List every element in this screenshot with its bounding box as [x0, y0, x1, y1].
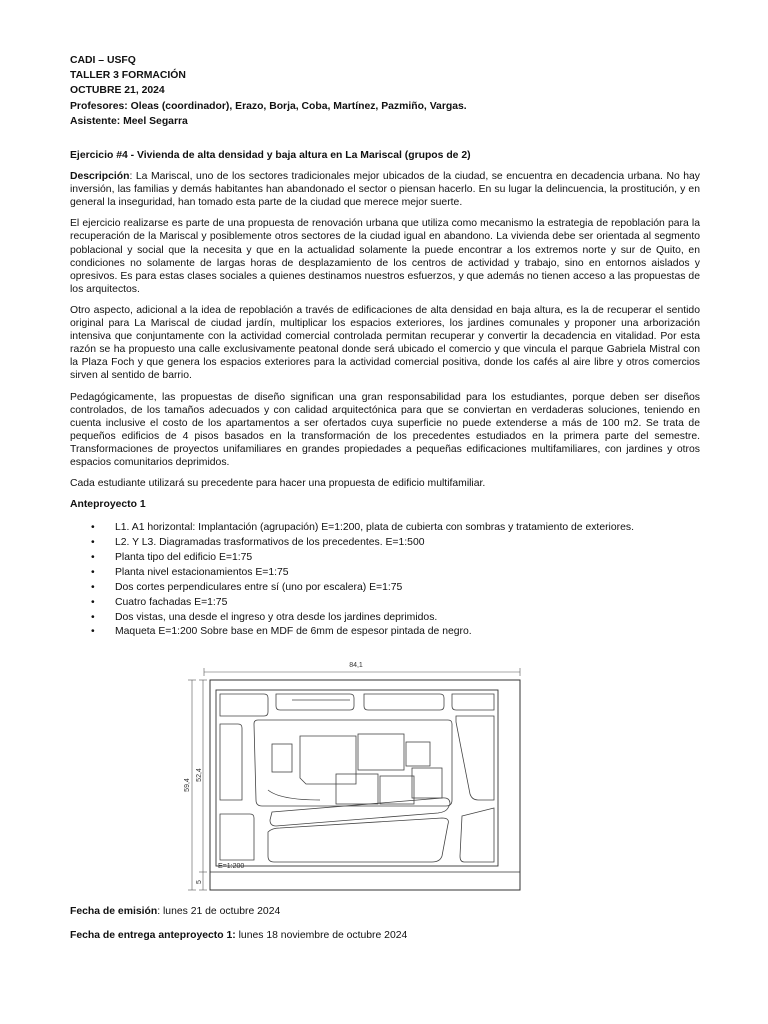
sheet-layout-drawing — [180, 650, 530, 900]
anteproyecto-list — [70, 521, 700, 638]
sheet-frame — [210, 680, 520, 890]
height-dimension-label: 59,4 — [184, 778, 191, 792]
paragraph-precedente: Cada estudiante utilizará su precedente para hacer una propuesta de edificio multifamiliar. — [70, 478, 486, 490]
delivery-date-label: Fecha de entrega anteproyecto 1: — [70, 930, 236, 941]
list-item: • Planta tipo del edificio E=1:75 — [70, 551, 700, 564]
list-item: • Dos cortes perpendiculares entre sí (uno por escalera) E=1:75 — [70, 581, 700, 594]
list-item: • L1. A1 horizontal: Implantación (agrupación) E=1:200, plata de cubierta con sombras y tratamiento de exteriores. — [70, 521, 700, 534]
description-text: : La Mariscal, uno de los sectores tradicionales mejor ubicados de la ciudad, se encuentra en decadencia urbana. No hay inversión, las familias y demás habitantes han abandonado el sector o piensan hacerlo. En su lugar la delincuencia, la prostitución, y en general la inseguridad, han tomado esta parte de la ciudad que merece mejor suerte. — [70, 171, 700, 209]
scale-label: E=1:200 — [218, 863, 245, 870]
list-item: • L2. Y L3. Diagramadas trasformativos de los precedentes. E=1:500 — [70, 536, 700, 549]
document-header — [70, 53, 467, 129]
list-item: • Cuatro fachadas E=1:75 — [70, 596, 700, 609]
paragraph-pedagogia: Pedagógicamente, las propuestas de diseño significan una gran responsabilidad para los estudiantes, porque deben ser diseños controlados, de los tamaños adecuados y con calidad arquitectónica para que se conviertan en verdaderas soluciones, teniendo en cuenta inclusive el costo de los apartamentos a ser ofertados cuya superficie no puede extenderse a más de 100 m2. Se trata de pequeños edificios de 4 pisos basados en la transformación de los precedentes estudiados en la primera parte del semestre. Transformaciones de proyectos unifamiliares en grandes propiedades a pequeñas edificaciones multifamiliares, con jardines y otros espacios comunitarios deprimidos. — [70, 391, 700, 468]
header-date: OCTUBRE 21, 2024 — [70, 85, 165, 97]
list-item: • Planta nivel estacionamientos E=1:75 — [70, 566, 700, 579]
list-item: • Dos vistas, una desde el ingreso y otra desde los jardines deprimidos. — [70, 611, 700, 624]
paragraph-ciudad-jardin: Otro aspecto, adicional a la idea de repoblación a través de edificaciones de alta densidad en baja altura, es la de recuperar el sentido original para La Mariscal de ciudad jardín, multiplicar los espacios exteriores, los jardines comunales y proponer una arborización intensiva que conjuntamente con la actividad comercial controlada permitan recuperar y convertir la decadencia en vitalidad. Por esta razón se ha propuesto una calle exclusivamente peatonal donde será ubicado el comercio y que vincula el parque Gabriela Mistral con la Plaza Foch y que genera los espacios exteriores para la actividad comercial positiva, donde los cafés al aire libre y otros comercios sirven al sentido de barrio. — [70, 304, 700, 382]
sheet-layout-svg — [180, 650, 530, 900]
inner-height-dimension-label: 52,4 — [196, 768, 203, 782]
header-institution: CADI – USFQ — [70, 55, 136, 66]
list-item: • Maqueta E=1:200 Sobre base en MDF de 6mm de espesor pintada de negro. — [70, 625, 700, 638]
delivery-date-line — [70, 930, 407, 941]
paragraph-renovacion: El ejercicio realizarse es parte de una propuesta de renovación urbana que utiliza como mecanismo la estrategia de repoblación para la recuperación de la Mariscal y posiblemente otros sectores de la ciudad igual en abandono. La vivienda debe ser orientada al segmento poblacional y social que la necesita y que en la actualidad solamente la puede encontrar a los extremos norte y sur de Quito, en condiciones no solamente de largas horas de desplazamiento de los centros de actividad y trabajo, sino en entornos aislados y opresivos. Es para estas clases sociales a quienes destinamos nuestros esfuerzos, y que además no tienen acceso a las propuestas de los arquitectos. — [70, 218, 700, 295]
header-course: TALLER 3 FORMACIÓN — [70, 70, 186, 82]
anteproyecto-title: Anteproyecto 1 — [70, 499, 146, 511]
issue-date-line — [70, 906, 280, 917]
issue-date-label: Fecha de emisión — [70, 906, 158, 917]
exercise-title: Ejercicio #4 - Vivienda de alta densidad y baja altura en La Mariscal (grupos de 2) — [70, 150, 471, 161]
header-assistant: Asistente: Meel Segarra — [70, 115, 188, 127]
width-dimension-label: 84,1 — [349, 662, 363, 669]
description-paragraph — [70, 170, 700, 209]
bottom-dimension-label: 5 — [196, 880, 203, 884]
header-professors: Profesores: Oleas (coordinador), Erazo, Borja, Coba, Martínez, Pazmiño, Vargas. — [70, 100, 467, 112]
site-plan — [220, 694, 494, 862]
document-body — [70, 149, 700, 640]
delivery-date-value: lunes 18 noviembre de octubre 2024 — [235, 930, 408, 941]
description-label: Descripción — [70, 171, 130, 183]
issue-date-value: : lunes 21 de octubre 2024 — [157, 906, 281, 917]
